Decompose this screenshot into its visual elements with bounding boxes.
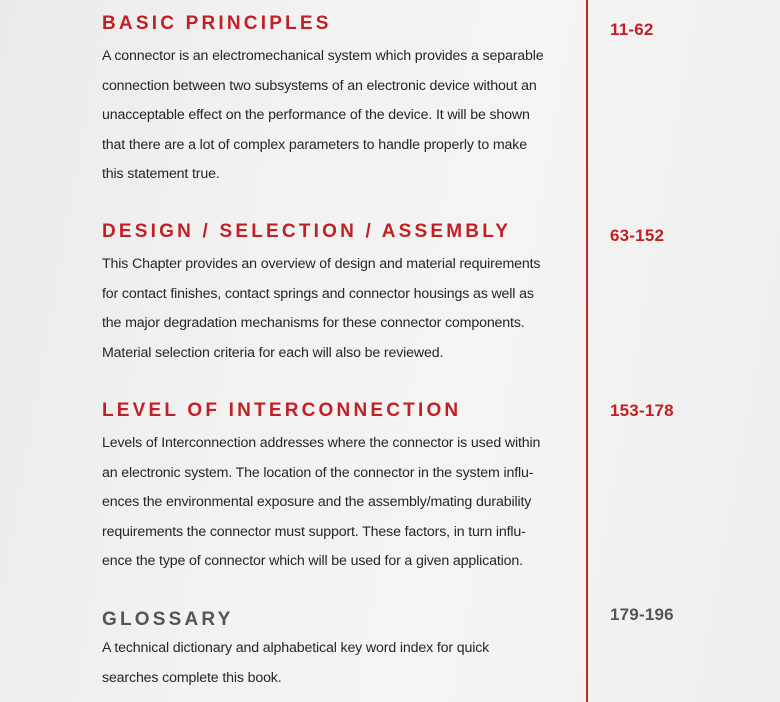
description-line: This Chapter provides an overview of design and material requirements [102,256,541,272]
description-line: the major degradation mechanisms for these connector components. [102,315,525,331]
description-line: an electronic system. The location of the connector in the system influ- [102,464,534,481]
page-range-glossary: 179-196 [610,605,674,624]
page-range-level-of-interconnection: 153-178 [610,401,674,420]
description-line: searches complete this book. [102,669,282,686]
description-line: requirements the connector must support. These factors, in turn influ- [102,523,526,540]
page-range-design-selection-assembly: 63-152 [610,226,665,245]
section-design-selection-assembly [102,220,557,368]
description-line: Levels of Interconnection addresses where the connector is used within [102,435,541,451]
section-title: DESIGN / SELECTION / ASSEMBLY [102,221,512,242]
section-basic-principles [102,12,557,190]
description-line: for contact finishes, contact springs and connector housings as well as [102,285,534,302]
description-line: ences the environmental exposure and the assembly/mating durability [102,494,532,510]
description-line: connection between two subsystems of an electronic device without an [102,77,537,94]
description-line: unacceptable effect on the performance of the device. It will be shown [102,107,530,123]
description-line: ence the type of connector which will be used for a given application. [102,553,523,569]
section-description [102,42,557,190]
section-description [102,634,557,693]
description-line: Material selection criteria for each will also be reviewed. [102,344,444,361]
section-title: BASIC PRINCIPLES [102,13,332,34]
description-line: that there are a lot of complex parameters to handle properly to make [102,136,527,153]
description-line: A connector is an electromechanical system which provides a separable [102,48,544,64]
section-level-of-interconnection [102,399,557,577]
section-title: GLOSSARY [102,609,234,630]
section-description [102,429,557,577]
page-range-basic-principles: 11-62 [610,20,654,39]
description-line: A technical dictionary and alphabetical key word index for quick [102,640,490,656]
description-line: this statement true. [102,166,220,182]
section-description [102,250,557,368]
vertical-divider-line [586,0,588,702]
section-title: LEVEL OF INTERCONNECTION [102,400,462,421]
section-glossary [102,608,557,693]
